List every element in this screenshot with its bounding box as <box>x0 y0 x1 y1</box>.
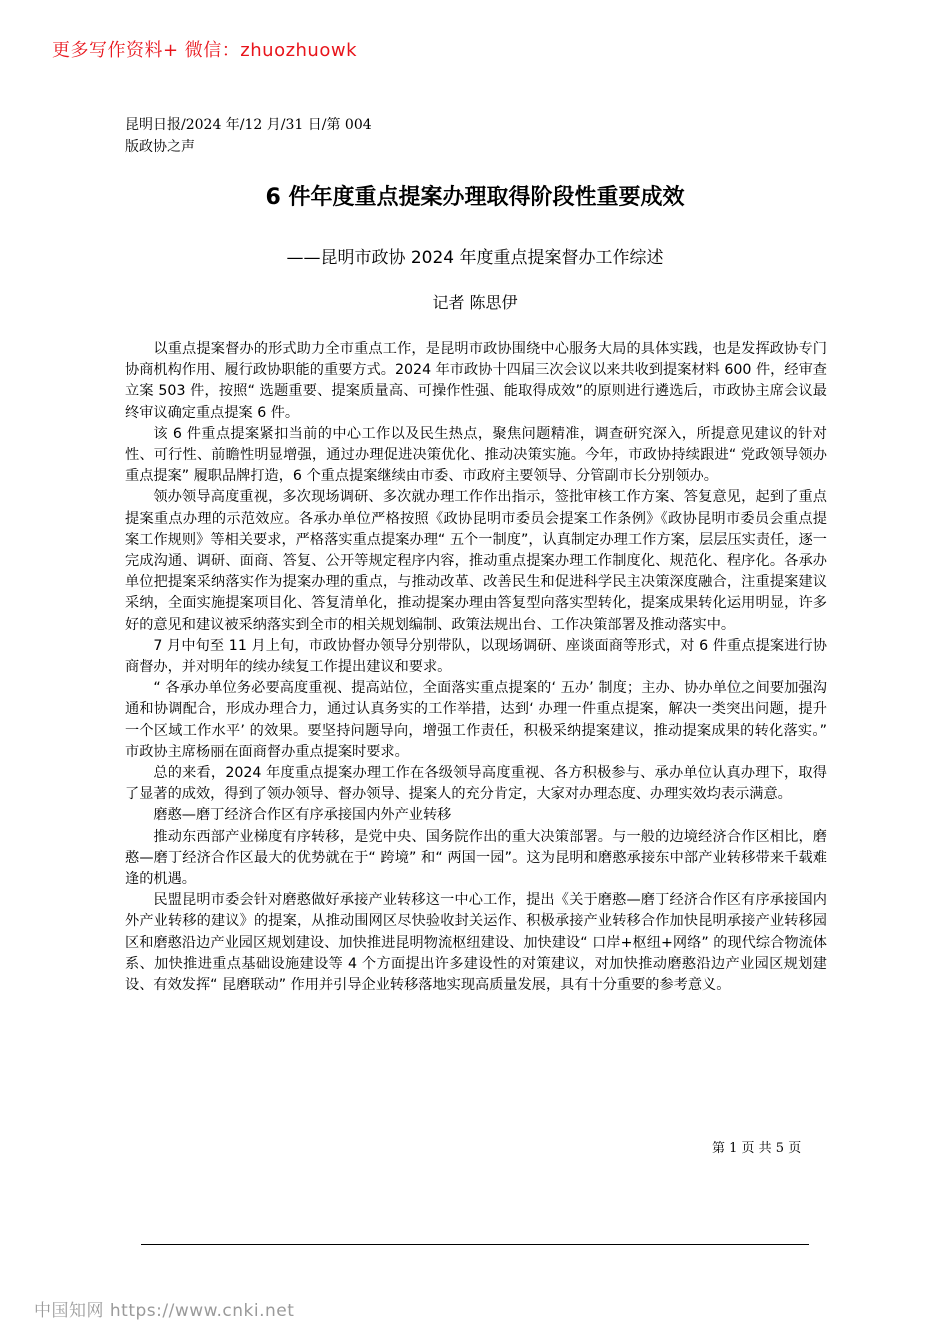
footer-divider <box>141 1244 809 1245</box>
article-author: 记者 陈思伊 <box>432 293 518 312</box>
paragraph: 领办领导高度重视，多次现场调研、多次就办理工作作出指示，签批审核工作方案、答复意见，起到了重点提案重点办理的示范效应。各承办单位严格按照《政协昆明市委员会提案工作条例》《政协昆明市委员会重点提案工作规则》等相关要求，严格落实重点提案办理“ 五个一制度”，认真制定办理工作方案，层层压实责任，逐一完成沟通、调研、面商、答复、公开等规定程序内容，推动重点提案办理工作制度化、规范化、程序化。各承办单位把提案采纳落实作为提案办理的重点，与推动改革、改善民生和促进科学民主决策深度融合，注重提案建议采纳，全面实施提案项目化、答复清单化，推动提案办理由答复型向落实型转化，提案成果转化运用明显，许多好的意见和建议被采纳落实到全市的相关规划编制、政策法规出台、工作决策部署及推动落实中。 <box>125 489 827 633</box>
paragraph: 民盟昆明市委会针对磨憨做好承接产业转移这一中心工作，提出《关于磨憨—磨丁经济合作区有序承接国内外产业转移的建议》的提案，从推动围网区尽快验收封关运作、积极承接产业转移合作加快昆明承接产业转移园区和磨憨沿边产业园区规划建设、加快推进昆明物流枢纽建设、加快建设“ 口岸+枢纽+网络” 的现代综合物流体系、加快推进重点基础设施建设等 4 个方面提出许多建设性的对策建议，对加快推动磨憨沿边产业园区规划建设、有效发挥“ 昆磨联动” 作用并引导企业转移落地实现高质量发展，具有十分重要的参考意义。 <box>125 892 827 994</box>
paragraph: 总的来看，2024 年度重点提案办理工作在各级领导高度重视、各方积极参与、承办单位认真办理下，取得了显著的成效，得到了领办领导、督办领导、提案人的充分肯定，大家对办理态度、办理实效均表示满意。 <box>125 765 827 803</box>
promo-banner: 更多写作资料+ 微信：zhuozhuowk <box>52 40 358 61</box>
source-line-1: 昆明日报/2024 年/12 月/31 日/第 004 <box>125 117 372 133</box>
cnki-watermark: 中国知网 https://www.cnki.net <box>34 1301 295 1321</box>
section-heading: 磨憨—磨丁经济合作区有序承接国内外产业转移 <box>153 807 452 824</box>
source-info <box>125 114 425 158</box>
paragraph: 推动东西部产业梯度有序转移，是党中央、国务院作出的重大决策部署。与一般的边境经济合作区相比，磨憨—磨丁经济合作区最大的优势就在于“ 跨境” 和“ 两国一园”。这为昆明和磨憨承接东中部产业转移带来千载难逢的机遇。 <box>125 828 827 888</box>
source-line-2: 版政协之声 <box>125 139 195 155</box>
paragraph: 该 6 件重点提案紧扣当前的中心工作以及民生热点，聚焦问题精准，调查研究深入，所提意见建议的针对性、可行性、前瞻性明显增强，通过办理促进决策优化、推动决策实施。今年，市政协持续跟进“ 党政领导领办重点提案” 履职品牌打造，6 个重点提案继续由市委、市政府主要领导、分管副市长分别领办。 <box>125 425 827 485</box>
paragraph: 以重点提案督办的形式助力全市重点工作，是昆明市政协围绕中心服务大局的具体实践，也是发挥政协专门协商机构作用、履行政协职能的重要方式。2024 年市政协十四届三次会议以来共收到提案材料 600 件，经审查立案 503 件，按照“ 选题重要、提案质量高、可操作性强、能取得成效”的原则进行遴选后，市政协主席会议最终审议确定重点提案 6 件。 <box>125 341 827 421</box>
paragraph: “ 各承办单位务必要高度重视、提高站位，全面落实重点提案的‘ 五办’ 制度；主办、协办单位之间要加强沟通和协调配合，形成办理合力，通过认真务实的工作举措，达到‘ 办理一件重点提案，解决一类突出问题，提升一个区域工作水平’ 的效果。要坚持问题导向，增强工作责任，积极采纳提案建议，推动提案成果的转化落实。” 市政协主席杨丽在面商督办重点提案时要求。 <box>125 680 827 760</box>
article-body <box>125 339 827 996</box>
article-title: 6 件年度重点提案办理取得阶段性重要成效 <box>265 185 685 210</box>
article-subtitle: ——昆明市政协 2024 年度重点提案督办工作综述 <box>286 248 664 268</box>
page-number: 第 1 页 共 5 页 <box>712 1141 802 1156</box>
paragraph: 7 月中旬至 11 月上旬，市政协督办领导分别带队，以现场调研、座谈面商等形式，对 6 件重点提案进行协商督办，并对明年的续办续复工作提出建议和要求。 <box>125 637 827 676</box>
